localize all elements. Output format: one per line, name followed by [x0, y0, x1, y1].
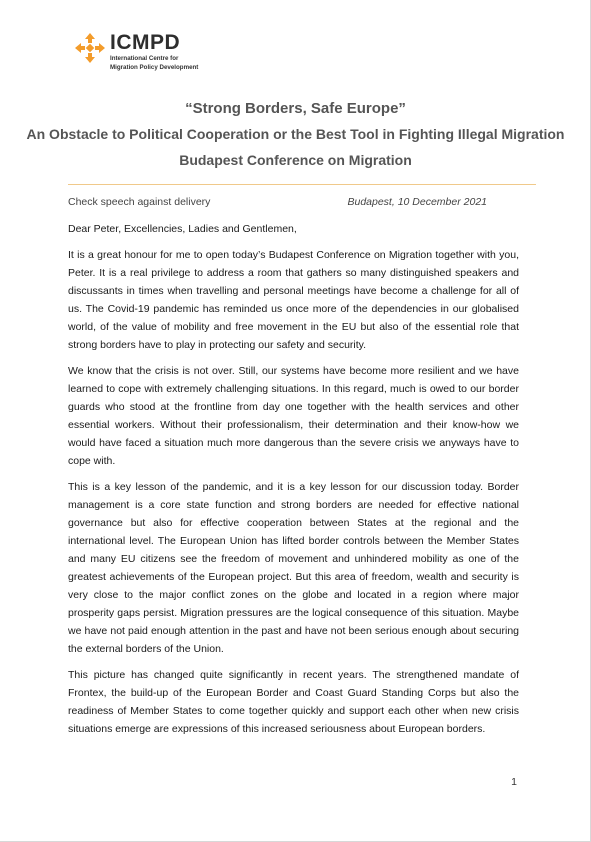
paragraph: We know that the crisis is not over. Still, our systems have become more resilient and we have learned to cope with extremely challenging situations. In this regard, much is owed to our border guards who stood at the frontline from day one together with the health services and other essential workers. Without their professionalism, their determination and their know-how we would have faced a situation much more dangerous than the severe crisis we anyways have to cope with. [68, 365, 519, 467]
document-title: “Strong Borders, Safe Europe” [185, 100, 406, 117]
logo-subtitle-line2: Migration Policy Development [110, 64, 199, 71]
page-number: 1 [511, 776, 517, 788]
document-subtitle: An Obstacle to Political Cooperation or the Best Tool in Fighting Illegal Migration [26, 126, 565, 142]
speech-body [68, 220, 519, 746]
conference-name: Budapest Conference on Migration [179, 152, 412, 168]
logo-mark-icon [74, 32, 106, 64]
greeting: Dear Peter, Excellencies, Ladies and Gentlemen, [68, 223, 297, 235]
logo-wordmark-ic: IC [110, 31, 132, 54]
header-divider [68, 184, 536, 185]
paragraph: This is a key lesson of the pandemic, and it is a key lesson for our discussion today. Border management is a core state function and strong borders are needed for effective national governance but also for effective cooperation between States at the regional and the international level. The European Union has lifted border controls between the Member States and many EU citizens see the freedom of movement and unhindered mobility as one of the greatest achievements of the European project. But this area of freedom, wealth and security is very close to the major conflict zones on the globe and located in a region where major prosperity gaps persist. Migration pressures are the logical consequence of this situation. Maybe we have not paid enough attention in the past and have not been serious enough about securing the external borders of the Union. [68, 481, 519, 655]
logo-subtitle-line1: International Centre for [110, 55, 179, 62]
logo-wordmark-mpd: MPD [132, 31, 181, 54]
logo-wordmark [110, 32, 198, 54]
icmpd-logo [74, 32, 198, 72]
paragraph: It is a great honour for me to open today’s Budapest Conference on Migration together with you, Peter. It is a real privilege to address a room that gathers so many distinguished speakers and discussants in times when travelling and personal meetings have become a challenge for all of us. The Covid-19 pandemic has reminded us once more of the dependencies in our globalised world, of the value of mobility and free movement in the EU but also of the essential role that strong borders have to play in protecting our safety and security. [68, 249, 519, 351]
delivery-note: Check speech against delivery [68, 196, 211, 208]
paragraph: This picture has changed quite significantly in recent years. The strengthened mandate of Frontex, the build-up of the European Border and Coast Guard Standing Corps but also the readiness of Member States to come together quickly and support each other when new crisis situations emerge are expressions of this increased seriousness about European borders. [68, 669, 519, 735]
place-date: Budapest, 10 December 2021 [347, 196, 487, 208]
